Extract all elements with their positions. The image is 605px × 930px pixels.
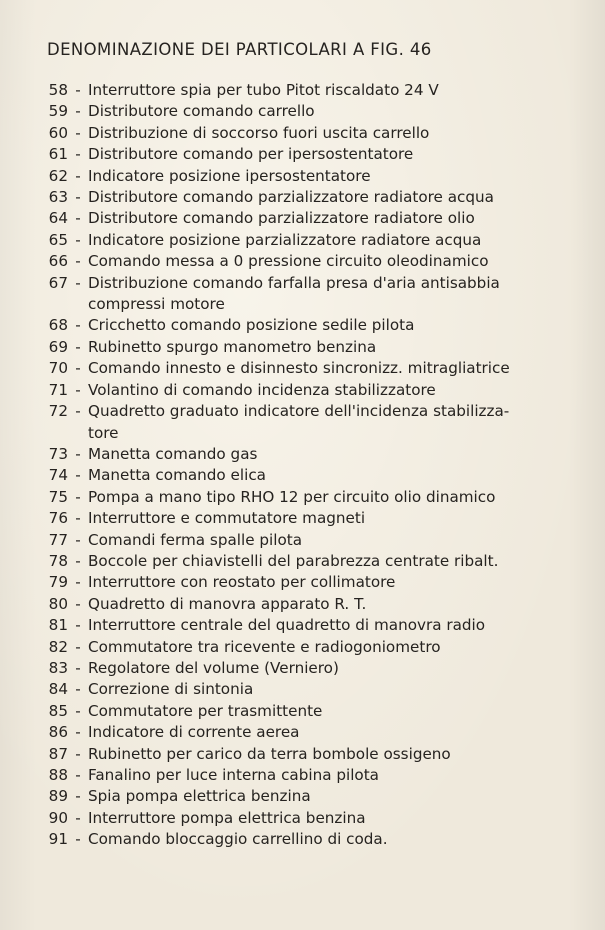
item-separator: -: [75, 252, 81, 271]
list-item: [30, 615, 590, 636]
item-description: Spia pompa elettrica benzina: [88, 787, 311, 806]
item-number: 59: [48, 102, 68, 121]
item-separator: -: [75, 766, 81, 784]
list-item: [30, 230, 590, 251]
item-description: Commutatore tra ricevente e radiogoniometro: [88, 637, 441, 656]
item-number: 78: [48, 551, 68, 570]
list-item: [30, 337, 590, 358]
list-item: [30, 786, 590, 807]
item-description: Boccole per chiavistelli del parabrezza centrate ribalt.: [88, 551, 499, 570]
item-separator: -: [75, 808, 81, 827]
item-separator: -: [75, 701, 81, 720]
item-separator: -: [75, 273, 81, 292]
item-number: 69: [48, 337, 68, 356]
item-separator: -: [75, 402, 81, 421]
item-description: Comando bloccaggio carrellino di coda.: [88, 830, 388, 849]
item-separator: -: [75, 102, 81, 121]
item-number: 75: [48, 487, 68, 506]
item-description: Distribuzione di soccorso fuori uscita carrello: [88, 123, 430, 142]
item-description: Comandi ferma spalle pilota: [88, 530, 303, 549]
item-description: Pompa a mano tipo RHO 12 per circuito olio dinamico: [88, 487, 496, 506]
list-item: [30, 80, 590, 101]
item-separator: -: [75, 573, 81, 592]
item-separator: -: [75, 509, 81, 528]
list-item: [30, 744, 590, 765]
item-separator: -: [75, 466, 81, 485]
item-description: Quadretto graduato indicatore dell'incidenza stabilizza- tore: [88, 402, 510, 442]
item-description: Fanalino per luce interna cabina pilota: [88, 766, 379, 784]
item-description: Indicatore posizione parzializzatore radiatore acqua: [88, 230, 482, 249]
list-item: [30, 808, 590, 829]
list-item: [30, 444, 590, 465]
item-separator: -: [75, 359, 81, 378]
list-item: [30, 144, 590, 165]
item-description: Quadretto di manovra apparato R. T.: [88, 594, 367, 613]
item-number: 68: [48, 316, 68, 335]
item-description: Manetta comando elica: [88, 466, 266, 485]
item-number: 58: [48, 81, 68, 99]
item-separator: -: [75, 680, 81, 699]
list-item: [30, 251, 590, 272]
list-item: [30, 637, 590, 658]
item-description: Distributore comando per ipersostentatore: [88, 145, 414, 164]
item-separator: -: [75, 594, 81, 613]
item-description: Correzione di sintonia: [88, 680, 254, 699]
list-item: [30, 701, 590, 722]
list-item: [30, 679, 590, 700]
list-item: [30, 315, 590, 336]
item-separator: -: [75, 787, 81, 806]
list-item: [30, 658, 590, 679]
item-number: 64: [48, 209, 68, 228]
item-description: Distributore comando parzializzatore radiatore olio: [88, 209, 475, 228]
item-separator: -: [75, 723, 81, 742]
item-description: Comando innesto e disinnesto sincronizz. mitragliatrice: [88, 359, 510, 378]
item-number: 74: [48, 466, 68, 485]
item-separator: -: [75, 145, 81, 164]
item-separator: -: [75, 616, 81, 635]
list-item: [30, 187, 590, 208]
list-item: [30, 208, 590, 229]
item-description: Regolatore del volume (Verniero): [88, 658, 339, 677]
item-number: 83: [48, 658, 68, 677]
parts-list: [30, 80, 590, 851]
item-description: Interruttore con reostato per collimatore: [88, 573, 396, 592]
list-item: [30, 551, 590, 572]
item-description: Volantino di comando incidenza stabilizzatore: [88, 380, 436, 399]
item-separator: -: [75, 830, 81, 849]
item-separator: -: [75, 530, 81, 549]
item-number: 86: [48, 723, 68, 742]
item-separator: -: [75, 209, 81, 228]
item-description: Interruttore e commutatore magneti: [88, 509, 366, 528]
item-number: 65: [48, 230, 68, 249]
list-item: [30, 101, 590, 122]
item-description: Manetta comando gas: [88, 444, 258, 463]
item-description: Distributore comando parzializzatore radiatore acqua: [88, 188, 494, 207]
page-heading: DENOMINAZIONE DEI PARTICOLARI A FIG. 46: [47, 40, 432, 59]
list-item: [30, 594, 590, 615]
list-item: [30, 123, 590, 144]
item-separator: -: [75, 744, 81, 763]
list-item: [30, 722, 590, 743]
item-number: 76: [48, 509, 68, 528]
item-separator: -: [75, 337, 81, 356]
list-item: [30, 273, 590, 316]
item-number: 61: [48, 145, 68, 164]
item-number: 84: [48, 680, 68, 699]
item-separator: -: [75, 487, 81, 506]
item-description: Cricchetto comando posizione sedile pilota: [88, 316, 415, 335]
list-item: [30, 829, 590, 850]
item-number: 60: [48, 123, 68, 142]
item-number: 77: [48, 530, 68, 549]
item-number: 62: [48, 166, 68, 185]
item-number: 88: [48, 766, 68, 784]
list-item: [30, 487, 590, 508]
item-separator: -: [75, 637, 81, 656]
list-item: [30, 358, 590, 379]
item-number: 82: [48, 637, 68, 656]
list-item: [30, 380, 590, 401]
item-number: 85: [48, 701, 68, 720]
item-description: Rubinetto per carico da terra bombole ossigeno: [88, 744, 451, 763]
list-item: [30, 508, 590, 529]
item-number: 80: [48, 594, 68, 613]
item-number: 72: [48, 402, 68, 421]
item-separator: -: [75, 316, 81, 335]
item-separator: -: [75, 123, 81, 142]
item-separator: -: [75, 81, 81, 99]
list-item: [30, 765, 590, 786]
list-item: [30, 401, 590, 444]
item-separator: -: [75, 658, 81, 677]
item-separator: -: [75, 444, 81, 463]
item-number: 91: [48, 830, 68, 849]
item-number: 66: [48, 252, 68, 271]
item-number: 81: [48, 616, 68, 635]
item-description: Distributore comando carrello: [88, 102, 315, 121]
item-number: 89: [48, 787, 68, 806]
item-separator: -: [75, 166, 81, 185]
item-description: Interruttore centrale del quadretto di manovra radio: [88, 616, 486, 635]
item-description: Indicatore posizione ipersostentatore: [88, 166, 371, 185]
item-number: 71: [48, 380, 68, 399]
item-description: Interruttore spia per tubo Pitot riscaldato 24 V: [88, 81, 439, 99]
item-separator: -: [75, 551, 81, 570]
item-separator: -: [75, 380, 81, 399]
list-item: [30, 465, 590, 486]
item-description: Distribuzione comando farfalla presa d'aria antisabbia compressi motore: [88, 273, 500, 314]
list-item: [30, 572, 590, 593]
item-number: 67: [48, 273, 68, 292]
item-number: 87: [48, 744, 68, 763]
item-number: 70: [48, 359, 68, 378]
item-description: Interruttore pompa elettrica benzina: [88, 808, 366, 827]
item-separator: -: [75, 188, 81, 207]
item-number: 73: [48, 444, 68, 463]
item-description: Rubinetto spurgo manometro benzina: [88, 337, 377, 356]
item-description: Comando messa a 0 pressione circuito oleodinamico: [88, 252, 489, 271]
item-description: Indicatore di corrente aerea: [88, 723, 300, 742]
item-number: 63: [48, 188, 68, 207]
item-description: Commutatore per trasmittente: [88, 701, 323, 720]
item-number: 79: [48, 573, 68, 592]
list-item: [30, 166, 590, 187]
item-number: 90: [48, 808, 68, 827]
item-separator: -: [75, 230, 81, 249]
list-item: [30, 530, 590, 551]
